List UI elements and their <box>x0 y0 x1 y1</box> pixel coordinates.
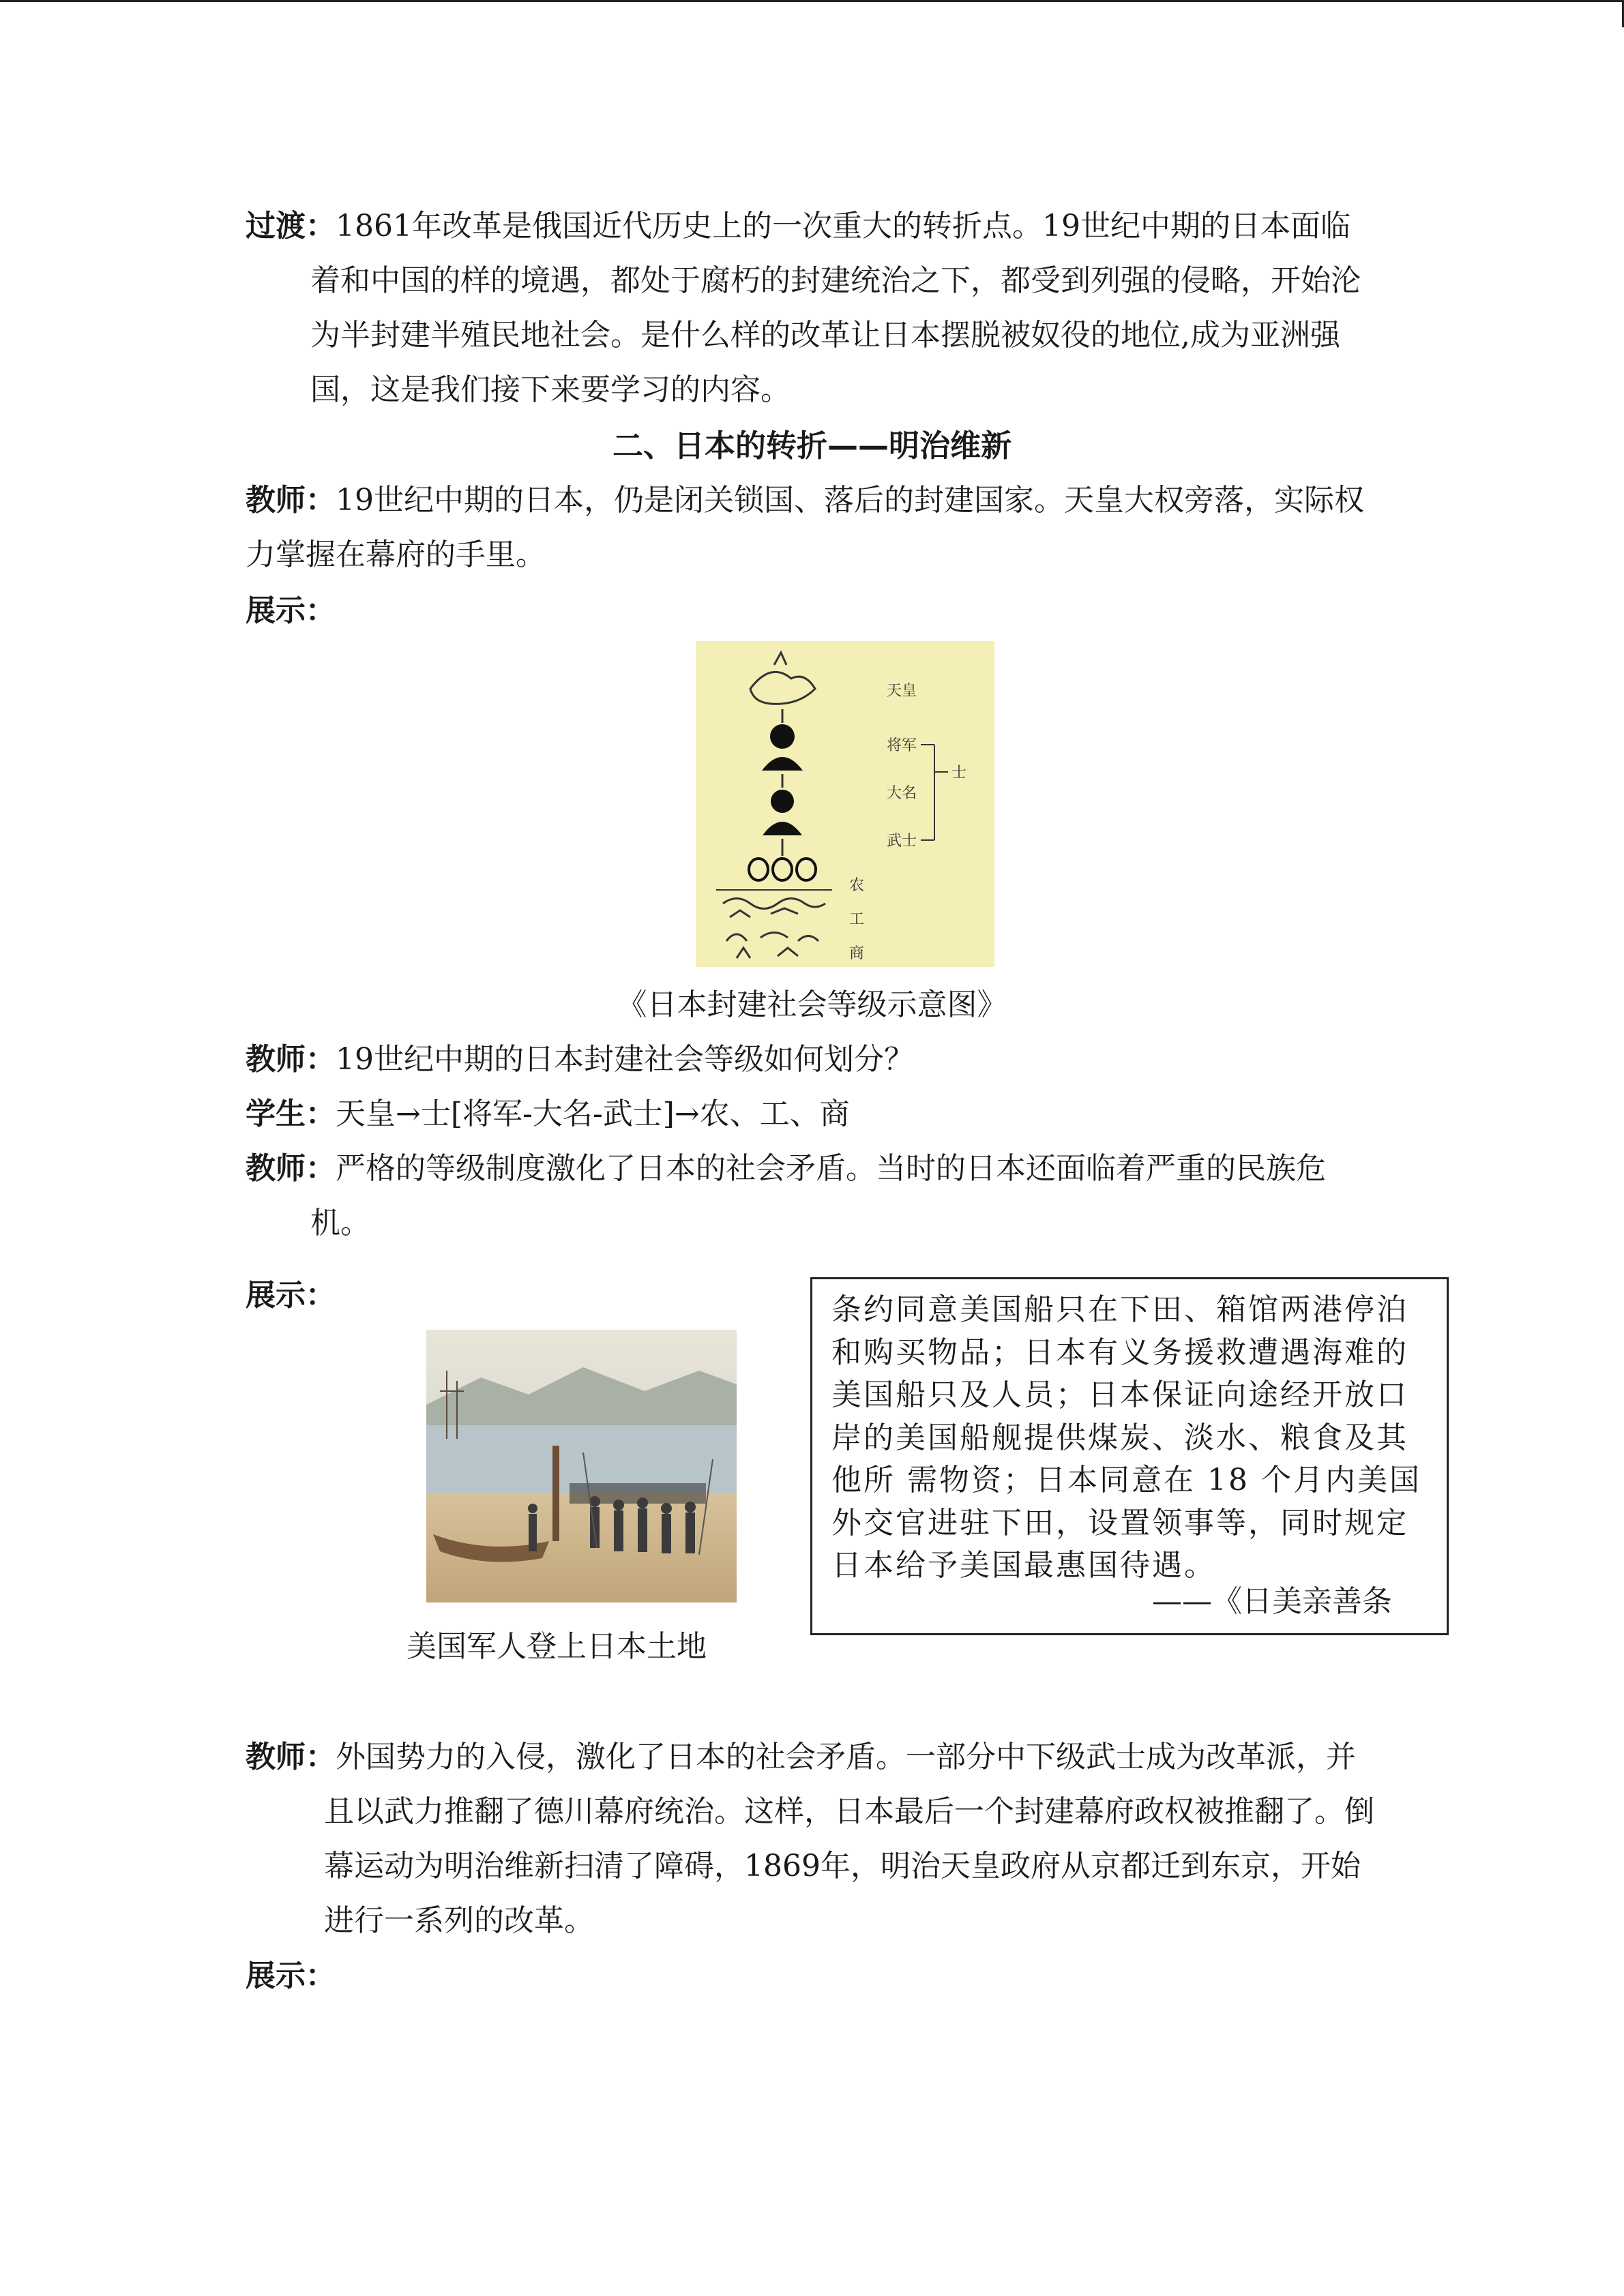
figure2-caption: 美国军人登上日本土地 <box>407 1629 707 1664</box>
speaker-label: 教师： <box>246 1042 336 1077</box>
treaty-quote-text: 条约同意美国船只在下田、箱馆两港停泊和购买物品；日本有义务援救遭遇海难的美国船只及人员；日本保证向途经开放口岸的美国船舰提供煤炭、淡水、粮食及其他所 需物资；日本同意在 18 个月内美国外交官进驻下田，设置领事等，同时规定日本给予美国最惠国待遇。 <box>831 1292 1421 1583</box>
feudal-hierarchy-illustration <box>696 641 994 967</box>
label-merchant: 商 <box>849 945 865 962</box>
paragraph-show-1 <box>246 584 1378 638</box>
daimyo-figure <box>771 790 794 813</box>
treaty-quote-box <box>810 1277 1449 1635</box>
paragraph-text: 19世纪中期的日本封建社会等级如何划分？ <box>336 1042 914 1077</box>
paragraph-text: 严格的等级制度激化了日本的社会矛盾。当时的日本还面临着严重的民族危机。 <box>310 1151 1326 1240</box>
speaker-label: 学生： <box>246 1097 336 1131</box>
paragraph-show-3 <box>246 1949 1378 2003</box>
paragraph-text: 1861年改革是俄国近代历史上的一次重大的转折点。19世纪中期的日本面临着和中国的样的境遇，都处于腐朽的封建统治之下，都受到列强的侵略，开始沦为半封建半殖民地社会。是什么样的改革让日本摆脱被奴役的地位,成为亚洲强国，这是我们接下来要学习的内容。 <box>310 209 1361 407</box>
speaker-label: 教师： <box>246 483 336 518</box>
commoner-figures <box>723 899 825 959</box>
shogun-figure <box>770 724 795 749</box>
speaker-label: 教师： <box>246 1740 336 1774</box>
samurai-figures <box>749 859 816 880</box>
emperor-figure <box>750 672 815 704</box>
label-artisan: 工 <box>849 911 865 928</box>
paragraph-teacher-2 <box>246 1032 1378 1087</box>
paragraph-text: 外国势力的入侵，激化了日本的社会矛盾。一部分中下级武士成为改革派，并且以武力推翻了德川幕府统治。这样，日本最后一个封建幕府政权被推翻了。倒幕运动为明治维新扫清了障碍，1869年，明治天皇政府从京都迁到东京，开始进行一系列的改革。 <box>324 1740 1374 1938</box>
paragraph-transition <box>246 199 1378 417</box>
label-farmer: 农 <box>849 877 865 894</box>
speaker-label: 展示： <box>246 593 336 628</box>
speaker-label: 过渡： <box>246 209 336 243</box>
speaker-label: 展示： <box>246 1958 336 1993</box>
paragraph-teacher-3 <box>246 1142 1378 1251</box>
speaker-label: 展示： <box>246 1278 336 1313</box>
paragraph-teacher-4 <box>246 1730 1378 1948</box>
feudal-hierarchy-image <box>696 641 994 967</box>
paragraph-text: 19世纪中期的日本，仍是闭关锁国、落后的封建国家。天皇大权旁落，实际权力掌握在幕府的手里。 <box>246 483 1364 572</box>
section-heading: 二、日本的转折——明治维新 <box>612 428 1012 464</box>
american-landing-image <box>426 1330 737 1602</box>
label-shogun: 将军 <box>887 737 917 754</box>
paragraph-student <box>246 1087 1378 1142</box>
treaty-quote-source: ——《日美亲善条 <box>1152 1584 1392 1619</box>
label-samurai: 武士 <box>887 833 917 850</box>
landing-scene-illustration <box>426 1330 737 1602</box>
label-emperor: 天皇 <box>887 683 917 700</box>
paragraph-text: 天皇→士[将军-大名-武士]→农、工、商 <box>336 1097 850 1131</box>
figure1-caption: 《日本封建社会等级示意图》 <box>617 987 1007 1022</box>
paragraph-teacher-1 <box>246 473 1378 582</box>
label-shi: 士 <box>951 764 967 781</box>
label-daimyo: 大名 <box>887 785 917 802</box>
speaker-label: 教师： <box>246 1151 336 1186</box>
page-top-border <box>0 0 1624 2</box>
